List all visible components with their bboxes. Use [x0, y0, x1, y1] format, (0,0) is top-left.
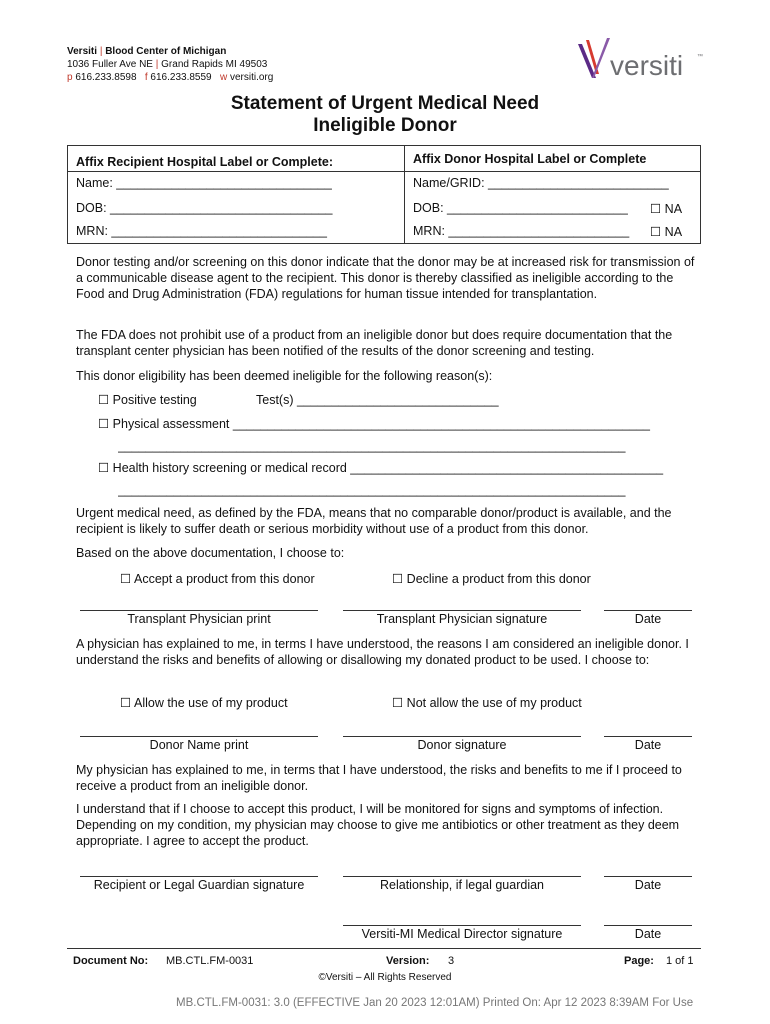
version-number: 3 [448, 955, 455, 967]
address-street: 1036 Fuller Ave NE [67, 59, 153, 70]
physician-date-line[interactable]: Date [604, 610, 692, 626]
health-history-continuation[interactable]: _________________________________________________________________________ [118, 483, 626, 497]
recipient-dob-field[interactable]: DOB: ________________________________ [76, 201, 333, 215]
print-info: MB.CTL.FM-0031: 3.0 (EFFECTIVE Jan 20 2023 12:01AM) Printed On: Apr 12 2023 8:39AM For Use [176, 997, 694, 1009]
director-date-line[interactable]: Date [604, 925, 692, 941]
document-number-label: Document No: [73, 955, 149, 967]
donor-dob-field[interactable]: DOB: __________________________ [413, 201, 628, 215]
not-allow-use-checkbox[interactable]: ☐ Not allow the use of my product [392, 696, 582, 710]
recipient-name-field[interactable]: Name: _______________________________ [76, 176, 332, 190]
recipient-explanation-paragraph: My physician has explained to me, in terms that I have understood, the risks and benefits to me if I proceed to receive a product from an ineligible donor. [76, 763, 682, 793]
donor-mrn-field[interactable]: MRN: __________________________ [413, 224, 630, 238]
positive-testing-checkbox[interactable]: ☐ Positive testing [98, 393, 197, 407]
donor-mrn-na-checkbox[interactable]: ☐ NA [650, 225, 683, 239]
fda-paragraph: The FDA does not prohibit use of a product from an ineligible donor but does require documentation that the transplant center physician has been notified of the results of the donor screening and testing. [76, 328, 673, 358]
page-title: Statement of Urgent Medical Need [230, 93, 540, 114]
document-number: MB.CTL.FM-0031 [166, 955, 254, 967]
donor-column [405, 146, 700, 243]
urgent-need-paragraph: Urgent medical need, as defined by the FDA, means that no comparable donor/product is available, and the recipient is likely to suffer death or serious morbidity without use of a product from this donor. [76, 506, 672, 536]
label-table [67, 145, 701, 244]
donor-header: Affix Donor Hospital Label or Complete [413, 152, 647, 166]
donor-header-cell [405, 146, 700, 172]
donor-explanation-paragraph: A physician has explained to me, in terms I have understood, the reasons I am considered an ineligible donor. I understand the risks and benefits of allowing or disallowing my donated product to be used. I choose to: [76, 637, 689, 667]
recipient-column [68, 146, 405, 243]
org-contact [67, 71, 273, 84]
page-number: 1 of 1 [666, 955, 694, 967]
relationship-line[interactable]: Relationship, if legal guardian [343, 876, 581, 892]
web-address: versiti.org [229, 72, 274, 83]
logo-wordmark: versiti [610, 50, 684, 81]
donor-date-line[interactable]: Date [604, 736, 692, 752]
reasons-intro: This donor eligibility has been deemed ineligible for the following reason(s): [76, 369, 493, 383]
org-subname: Blood Center of Michigan [105, 46, 227, 57]
phone-prefix: p [67, 72, 73, 83]
risk-paragraph: Donor testing and/or screening on this donor indicate that the donor may be at increased risk for transmission of a communicable disease agent to the recipient. This donor is thereby classified as ineligible according to the Food and Drug Administration (FDA) regulations for human tissue intended for transplantation. [76, 255, 695, 301]
donor-name-field[interactable]: Name/GRID: __________________________ [413, 176, 669, 190]
recipient-mrn-field[interactable]: MRN: _______________________________ [76, 224, 327, 238]
medical-director-signature-line[interactable]: Versiti-MI Medical Director signature [343, 925, 581, 941]
version-label: Version: [386, 955, 430, 967]
physical-assessment-continuation[interactable]: _________________________________________________________________________ [118, 439, 626, 453]
decline-product-checkbox[interactable]: ☐ Decline a product from this donor [392, 572, 591, 586]
tests-field[interactable]: Test(s) _____________________________ [256, 393, 499, 407]
transplant-physician-signature-line[interactable]: Transplant Physician signature [343, 610, 581, 626]
page-label: Page: [624, 955, 654, 967]
address-city: Grand Rapids MI 49503 [161, 59, 268, 70]
donor-signature-line[interactable]: Donor signature [343, 736, 581, 752]
donor-dob-na-checkbox[interactable]: ☐ NA [650, 202, 683, 216]
accept-product-checkbox[interactable]: ☐ Accept a product from this donor [120, 572, 315, 586]
logo-trademark: ™ [697, 54, 703, 60]
physical-assessment-checkbox[interactable]: ☐ Physical assessment ____________________________________________________________ [98, 417, 650, 431]
fax-number: 616.233.8559 [150, 72, 212, 83]
page-subtitle: Ineligible Donor [313, 115, 457, 136]
address-separator: | [155, 59, 159, 70]
footer-divider [67, 948, 701, 949]
org-address [67, 58, 267, 71]
org-heading [67, 45, 226, 58]
recipient-header: Affix Recipient Hospital Label or Complete: [76, 155, 333, 169]
recipient-header-cell [68, 146, 404, 172]
versiti-logo [574, 34, 704, 84]
recipient-date-line[interactable]: Date [604, 876, 692, 892]
health-history-checkbox[interactable]: ☐ Health history screening or medical record _____________________________________________ [98, 461, 664, 475]
recipient-signature-line[interactable]: Recipient or Legal Guardian signature [80, 876, 318, 892]
allow-use-checkbox[interactable]: ☐ Allow the use of my product [120, 696, 288, 710]
transplant-physician-print-line[interactable]: Transplant Physician print [80, 610, 318, 626]
phone-number: 616.233.8598 [75, 72, 137, 83]
choice-intro: Based on the above documentation, I choose to: [76, 546, 345, 560]
monitoring-paragraph: I understand that if I choose to accept this product, I will be monitored for signs and symptoms of infection. Depending on my condition, my physician may choose to give me antibiotics or other treatment as they deem appropriate. I agree to accept the product. [76, 802, 680, 848]
web-prefix: w [219, 72, 228, 83]
org-name: Versiti [67, 46, 98, 57]
copyright: ©Versiti – All Rights Reserved [318, 972, 452, 983]
org-separator: | [99, 46, 103, 57]
fax-prefix: f [144, 72, 148, 83]
donor-name-print-line[interactable]: Donor Name print [80, 736, 318, 752]
